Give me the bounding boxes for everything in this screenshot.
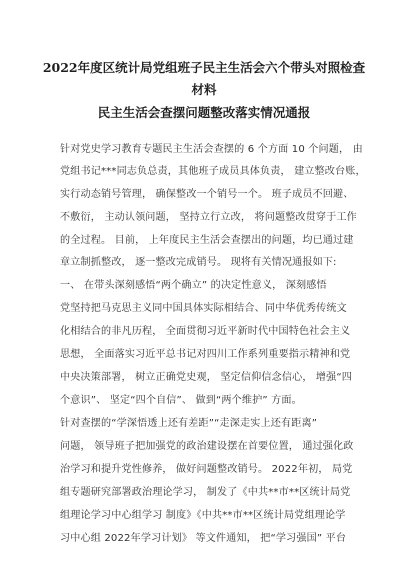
body-line: 组专题研究部署政治理论学习， 制发了《中共**市**区统计局党 xyxy=(60,487,351,498)
body-line: 组理论学习中心组学习 制度》《中共**市**区统计局党组理论学 xyxy=(60,510,346,521)
body-line: 化相结合的非凡历程， 全面贯彻习近平新时代中国特色社会主义 xyxy=(60,326,351,337)
document-subtitle: 民主生活会查摆问题整改落实情况通报 xyxy=(97,105,311,120)
body-line: 针对查摆的“学深悟透上还有差距”“走深走实上还有距离” xyxy=(60,418,318,429)
body-line: 中央决策部署， 树立正确党史观， 坚定信仰信念信心， 增强“四 xyxy=(60,372,353,383)
body-line: 实行动态销号管理， 确保整改一个销号一个。 班子成员不回避、 xyxy=(60,189,354,200)
body-line: 党坚持把马克思主义同中国具体实际相结合、同中华优秀传统文 xyxy=(60,303,347,314)
body-line: 不敷衍， 主动认领问题， 坚持立行立改， 将问题整改贯穿于工作 xyxy=(60,212,357,223)
body-line: 章立制抓整改， 逐一整改完成销号。 现将有关情况通报如下: xyxy=(60,257,337,268)
section-heading-line: 一、 在带头深刻感悟“两个确立” 的决定性意义， 深刻感悟 xyxy=(60,280,327,291)
body-line: 思想， 全面落实习近平总书记对四川工作系列重要指示精神和党 xyxy=(60,349,351,360)
document-title-line-1: 2022年度区统计局党组班子民主生活会六个带头对照检查 xyxy=(42,60,366,75)
body-line: 个意识”、 坚定“四个自信”、 做到“两个维护” 方面。 xyxy=(60,395,302,406)
body-line: 党组书记***同志负总责，其他班子成员具体负责， 建立整改台账， xyxy=(60,166,366,177)
document-title-line-2: 材料 xyxy=(191,82,217,97)
body-line: 治学习和提升党性修养， 做好问题整改销号。 2022年初， 局党 xyxy=(60,464,353,475)
body-line: 习中心组 2022年学习计划》 等文件通知， 把“学习强国” 平台 xyxy=(60,533,347,544)
body-line: 问题， 领导班子把加强党的政治建设摆在首要位置， 通过强化政 xyxy=(60,441,354,452)
body-line: 的全过程。 目前， 上年度民主生活会查摆出的问题，均已通过建 xyxy=(60,235,354,246)
body-line: 针对党史学习教育专题民主生活会查摆的 6 个方面 10 个问题， 由 xyxy=(60,144,363,155)
